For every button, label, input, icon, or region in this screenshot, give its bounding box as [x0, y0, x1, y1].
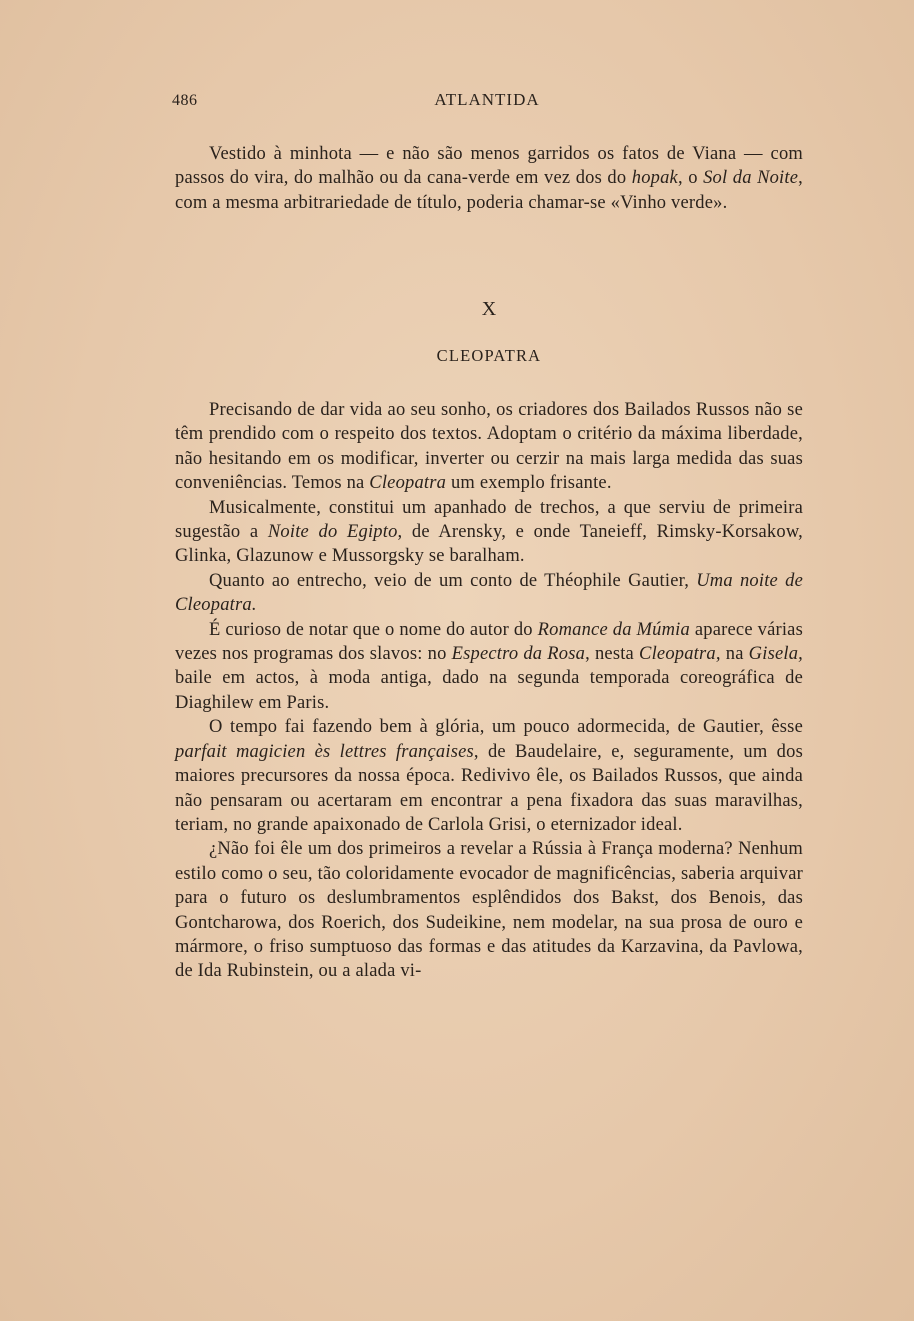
section-title: CLEOPATRA — [436, 346, 542, 365]
paragraph: Vestido à minhota — e não são menos garridos os fatos de Viana — com passos do vira, do malhão ou da cana-verde em vez dos do hopak, o Sol da Noite, com a mesma arbitrariedade de título, poderia chamar-se «Vinho verde». — [175, 144, 803, 213]
section-body — [175, 398, 803, 984]
page-number: 486 — [172, 92, 198, 109]
paragraph: O tempo fai fazendo bem à glória, um pouco adormecida, de Gautier, êsse parfait magicien ès lettres françaises, de Baudelaire, e, seguramente, um dos maiores precursores da nossa época. Redivivo êle, os Bailados Russos, que ainda não pensaram ou acertaram em encontrar a pena fixadora das suas maravilhas, teriam, no grande apaixonado de Carlola Grisi, o eternizador ideal. — [175, 717, 803, 835]
paragraph: Musicalmente, constitui um apanhado de trechos, a que serviu de primeira sugestão a Noite do Egipto, de Arensky, e onde Taneieff, Rimsky-Korsakow, Glinka, Glazunow e Mussorgsky se baralham. — [175, 497, 804, 567]
paragraph: É curioso de notar que o nome do autor do Romance da Múmia aparece várias vezes nos programas dos slavos: no Espectro da Rosa, nesta Cleopatra, na Gisela, baile em actos, à moda antiga, dado na segunda temporada coreográfica de Diaghilew em Paris. — [175, 619, 803, 713]
page-header — [172, 90, 802, 114]
paragraph: Precisando de dar vida ao seu sonho, os criadores dos Bailados Russos não se têm prendido com o respeito dos textos. Adoptam o critério da máxima liberdade, não hesitando em os modificar, inverter ou cerzir na mais larga medida das suas conveniências. Temos na Cleopatra um exemplo frisante. — [175, 400, 803, 494]
paragraph: ¿Não foi êle um dos primeiros a revelar a Rússia à França moderna? Nenhum estilo como o seu, tão coloridamente evocador de magnificências, saberia arquivar para o futuro os deslumbramentos esplêndidos dos Bakst, dos Benois, das Gontcharowa, dos Roerich, dos Sudeikine, nem modelar, na sua prosa de ouro e mármore, o friso sumptuoso das formas e das atitudes da Karzavina, da Pavlowa, de Ida Rubinstein, ou a alada vi- — [175, 839, 803, 982]
running-title: ATLANTIDA — [434, 90, 540, 109]
paragraph: Quanto ao entrecho, veio de um conto de Théophile Gautier, Uma noite de Cleopatra. — [175, 570, 803, 616]
opening-paragraph-block — [175, 142, 803, 215]
section-numeral: X — [481, 298, 497, 320]
